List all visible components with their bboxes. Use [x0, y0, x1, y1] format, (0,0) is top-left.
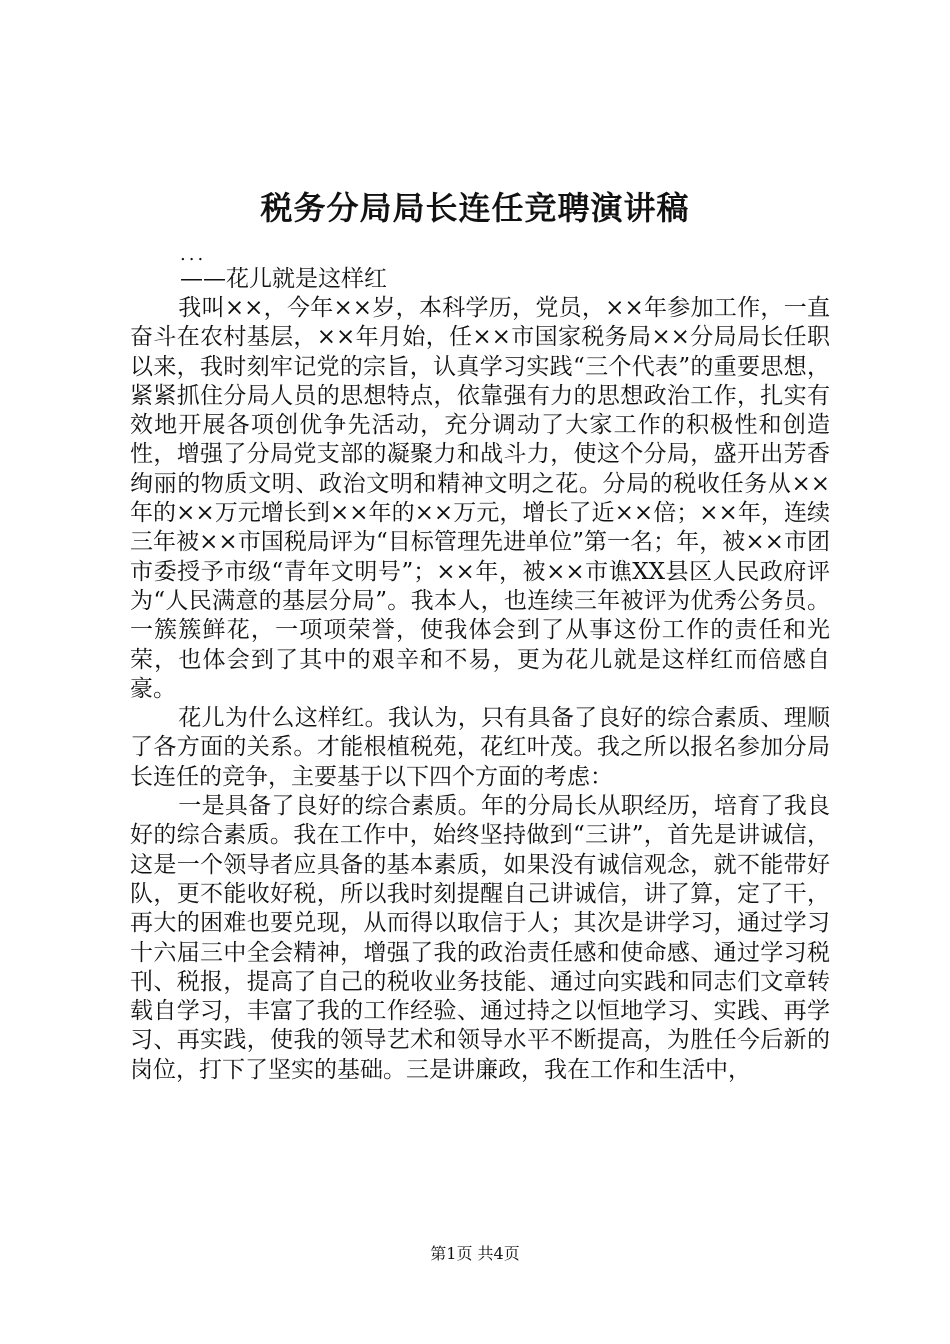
- body-paragraph: 花儿为什么这样红。我认为，只有具备了良好的综合素质、理顺了各方面的关系。才能根植税苑，花红叶茂。我之所以报名参加分局长连任的竞争，主要基于以下四个方面的考虑：: [130, 705, 830, 790]
- document-body: [130, 294, 830, 1085]
- document-title: 税务分局局长连任竞聘演讲稿: [260, 189, 690, 227]
- page-footer: 第1页 共4页: [430, 1244, 520, 1263]
- body-paragraph: 我叫××，今年××岁，本科学历，党员，××年参加工作，一直奋斗在农村基层，××年月始，任××市国家税务局××分局局长任职以来，我时刻牢记党的宗旨，认真学习实践“三个代表”的重要思想，紧紧抓住分局人员的思想特点，依靠强有力的思想政治工作，扎实有效地开展各项创优争先活动，充分调动了大家工作的积极性和创造性，增强了分局党支部的凝聚力和战斗力，使这个分局，盛开出芳香绚丽的物质文明、政治文明和精神文明之花。分局的税收任务从××年的××万元增长到××年的××万元，增长了近××倍；××年，连续三年被××市国税局评为“目标管理先进单位”第一名；年，被××市团市委授予市级“青年文明号”；××年，被××市谯XX县区人民政府评为“人民满意的基层分局”。我本人，也连续三年被评为优秀公务员。一簇簇鲜花，一项项荣誉，使我体会到了从事这份工作的责任和光荣，也体会到了其中的艰辛和不易，更为花儿就是这样红而倍感自豪。: [130, 295, 830, 702]
- body-paragraph: 一是具备了良好的综合素质。年的分局长从职经历，培育了我良好的综合素质。我在工作中，始终坚持做到“三讲”，首先是讲诚信，这是一个领导者应具备的基本素质，如果没有诚信观念，就不能带好队，更不能收好税，所以我时刻提醒自己讲诚信，讲了算，定了干，再大的困难也要兑现，从而得以取信于人；其次是讲学习，通过学习十六届三中全会精神，增强了我的政治责任感和使命感、通过学习税刊、税报，提高了自己的税收业务技能、通过向实践和同志们文章转载自学习，丰富了我的工作经验、通过持之以恒地学习、实践、再学习、再实践，使我的领导艺术和领导水平不断提高，为胜任今后新的岗位，打下了坚实的基础。三是讲廉政，我在工作和生活中，: [130, 793, 830, 1083]
- document-subtitle: ——花儿就是这样红: [180, 266, 387, 292]
- ellipsis-marker: ...: [180, 244, 207, 265]
